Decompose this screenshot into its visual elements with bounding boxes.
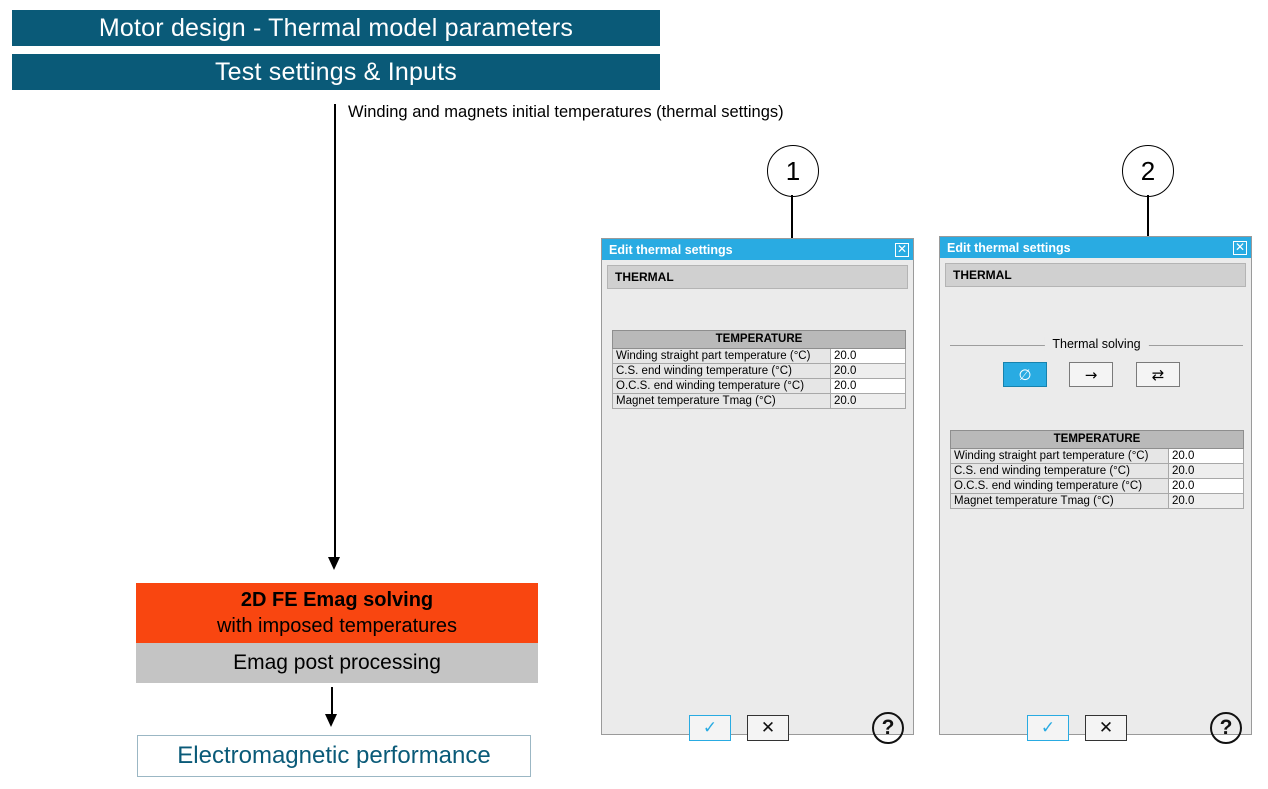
table-row[interactable] [951, 464, 1244, 479]
dialog-1-body [602, 265, 913, 740]
row-value[interactable]: 20.0 [831, 379, 906, 394]
thermal-mode-twoway-button[interactable]: ⇄ [1136, 362, 1180, 387]
temperature-table-1-group-header: TEMPERATURE [613, 331, 906, 349]
cancel-button[interactable]: ✕ [1085, 715, 1127, 741]
electromagnetic-performance-box: Electromagnetic performance [137, 735, 531, 777]
temperature-table-2[interactable] [950, 430, 1244, 509]
temperature-table-1[interactable] [612, 330, 906, 409]
help-icon[interactable]: ? [872, 712, 904, 744]
table-row[interactable] [951, 449, 1244, 464]
result-arrow-line [331, 687, 333, 717]
emag-post-processing-box: Emag post processing [136, 643, 538, 683]
ok-button[interactable]: ✓ [689, 715, 731, 741]
dialog-1-section-header: THERMAL [607, 265, 908, 289]
row-value[interactable]: 20.0 [1169, 494, 1244, 509]
dialog-1-titlebar[interactable] [602, 239, 913, 260]
dialog-2-title: Edit thermal settings [947, 240, 1071, 255]
row-value[interactable]: 20.0 [1169, 464, 1244, 479]
callout-marker-1-label: 1 [785, 155, 801, 186]
emag-solving-line2: with imposed temperatures [216, 615, 458, 637]
result-arrow-head [325, 714, 337, 727]
row-label: Magnet temperature Tmag (°C) [951, 494, 1169, 509]
page-title [12, 10, 660, 46]
page-subtitle [12, 54, 660, 90]
table-row[interactable] [613, 394, 906, 409]
row-label: C.S. end winding temperature (°C) [951, 464, 1169, 479]
dialog-2-body [940, 263, 1251, 740]
row-value[interactable]: 20.0 [831, 394, 906, 409]
row-label: Winding straight part temperature (°C) [613, 349, 831, 364]
callout-marker-2-label: 2 [1140, 155, 1156, 186]
dialog-1-title: Edit thermal settings [609, 242, 733, 257]
temperature-table-2-group-header: TEMPERATURE [951, 431, 1244, 449]
emag-solving-box [136, 583, 538, 643]
callout-marker-2 [1122, 145, 1174, 197]
edit-thermal-settings-dialog-2[interactable] [939, 236, 1252, 739]
dialog-2-titlebar[interactable] [940, 237, 1251, 258]
thermal-mode-oneway-button[interactable]: → [1069, 362, 1113, 387]
page-subtitle-text: Test settings & Inputs [214, 57, 458, 86]
dialog-2-section-header: THERMAL [945, 263, 1246, 287]
thermal-solving-legend: Thermal solving [1044, 337, 1148, 351]
row-label: Winding straight part temperature (°C) [951, 449, 1169, 464]
help-icon[interactable]: ? [1210, 712, 1242, 744]
table-row[interactable] [613, 349, 906, 364]
row-value[interactable]: 20.0 [831, 349, 906, 364]
page-title-text: Motor design - Thermal model parameters [98, 13, 574, 42]
table-row[interactable] [951, 479, 1244, 494]
cancel-button[interactable]: ✕ [747, 715, 789, 741]
row-label: O.C.S. end winding temperature (°C) [613, 379, 831, 394]
ok-button[interactable]: ✓ [1027, 715, 1069, 741]
flow-arrow-head [328, 557, 340, 570]
flow-caption: Winding and magnets initial temperatures (thermal settings) [348, 103, 784, 121]
row-label: O.C.S. end winding temperature (°C) [951, 479, 1169, 494]
table-row[interactable] [613, 364, 906, 379]
row-value[interactable]: 20.0 [1169, 479, 1244, 494]
row-label: Magnet temperature Tmag (°C) [613, 394, 831, 409]
close-icon[interactable]: ✕ [896, 241, 908, 256]
emag-solving-line1: 2D FE Emag solving [240, 589, 434, 611]
row-value[interactable]: 20.0 [831, 364, 906, 379]
row-value[interactable]: 20.0 [1169, 449, 1244, 464]
table-row[interactable] [951, 494, 1244, 509]
table-row[interactable] [613, 379, 906, 394]
thermal-mode-none-button[interactable]: ∅ [1003, 362, 1047, 387]
callout-marker-1 [767, 145, 819, 197]
row-label: C.S. end winding temperature (°C) [613, 364, 831, 379]
flow-arrow-line [334, 104, 336, 559]
close-icon[interactable]: ✕ [1234, 239, 1246, 254]
edit-thermal-settings-dialog-1[interactable] [601, 238, 914, 739]
